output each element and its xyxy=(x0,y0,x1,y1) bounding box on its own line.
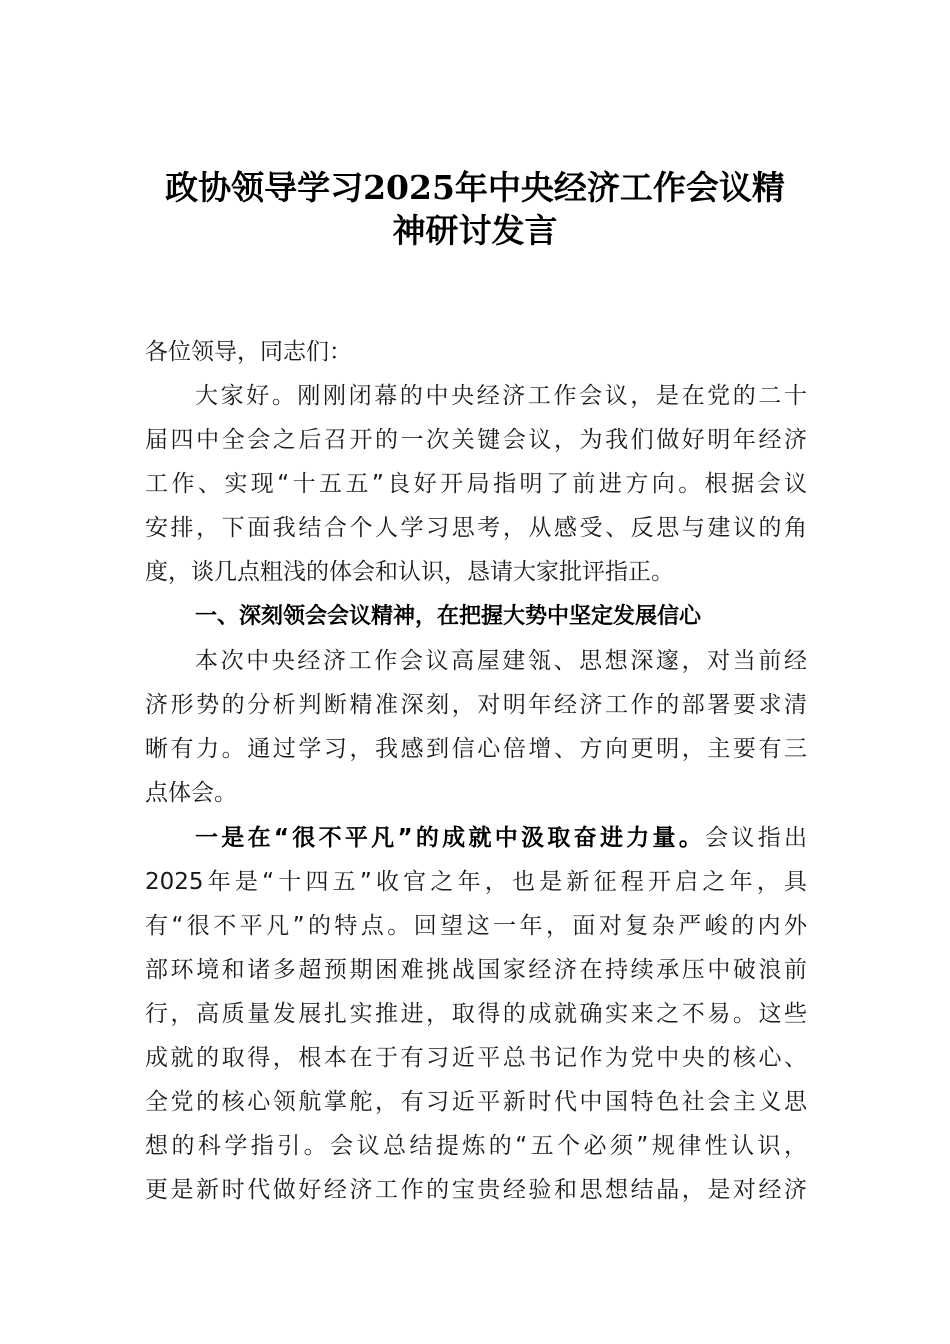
point1-line: 2025年是“十四五”收官之年，也是新征程开启之年，具 xyxy=(145,869,807,895)
point1-line: 有“很不平凡”的特点。回望这一年，面对复杂严峻的内外 xyxy=(145,913,807,939)
document-title-line-2: 神研讨发言 xyxy=(392,211,558,250)
point1-lead-line xyxy=(195,823,807,867)
document-title-line-1: 政协领导学习2025年中央经济工作会议精 xyxy=(165,168,785,207)
point1-line: 想的科学指引。会议总结提炼的“五个必须”规律性认识， xyxy=(145,1133,807,1159)
salutation: 各位领导，同志们： xyxy=(145,339,352,365)
section1-para-line: 晰有力。通过学习，我感到信心倍增、方向更明，主要有三 xyxy=(145,736,807,762)
intro-line: 届四中全会之后召开的一次关键会议，为我们做好明年经济 xyxy=(145,427,807,453)
intro-line: 度，谈几点粗浅的体会和认识，恳请大家批评指正。 xyxy=(145,559,674,585)
point1-bold-lead: 一是在“很不平凡”的成就中汲取奋进力量。 xyxy=(195,825,706,851)
section1-para-line: 点体会。 xyxy=(145,780,237,806)
point1-line: 全党的核心领航掌舵，有习近平新时代中国特色社会主义思 xyxy=(145,1089,807,1115)
intro-line: 大家好。刚刚闭幕的中央经济工作会议，是在党的二十 xyxy=(195,383,807,409)
section1-para-line: 济形势的分析判断精准深刻，对明年经济工作的部署要求清 xyxy=(145,692,807,718)
section-heading-1: 一、深刻领会会议精神，在把握大势中坚定发展信心 xyxy=(195,604,702,629)
intro-line: 安排，下面我结合个人学习思考，从感受、反思与建议的角 xyxy=(145,515,807,541)
point1-line: 更是新时代做好经济工作的宝贵经验和思想结晶，是对经济 xyxy=(145,1177,807,1203)
point1-line: 成就的取得，根本在于有习近平总书记作为党中央的核心、 xyxy=(145,1045,807,1071)
point1-line: 行，高质量发展扎实推进，取得的成就确实来之不易。这些 xyxy=(145,1001,807,1027)
intro-line: 工作、实现“十五五”良好开局指明了前进方向。根据会议 xyxy=(145,471,807,497)
point1-line: 部环境和诸多超预期困难挑战国家经济在持续承压中破浪前 xyxy=(145,957,807,983)
section1-para-line: 本次中央经济工作会议高屋建瓴、思想深邃，对当前经 xyxy=(195,648,807,674)
point1-lead-rest: 会议指出 xyxy=(705,825,808,851)
